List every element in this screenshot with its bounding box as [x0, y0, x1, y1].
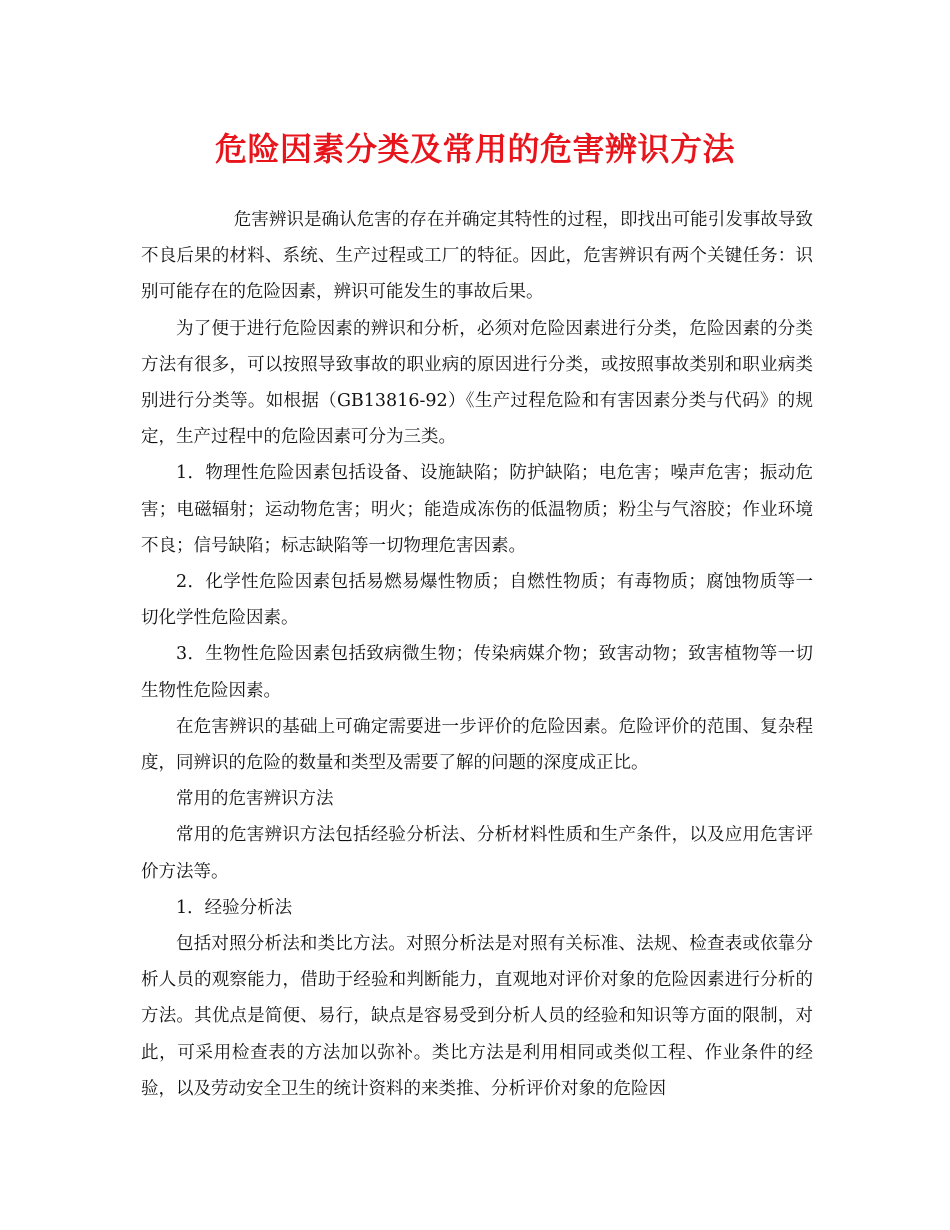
document-body [141, 202, 813, 1107]
paragraph-biological-factors: 3．生物性危险因素包括致病微生物；传染病媒介物；致害动物；致害植物等一切生物性危险因素。 [141, 644, 813, 701]
paragraph-experience-analysis: 包括对照分析法和类比方法。对照分析法是对照有关标准、法规、检查表或依靠分析人员的观察能力，借助于经验和判断能力，直观地对评价对象的危险因素进行分析的方法。其优点是简便、易行，缺点是容易受到分析人员的经验和知识等方面的限制，对此，可采用检查表的方法加以弥补。类比方法是利用相同或类似工程、作业条件的经验，以及劳动安全卫生的统计资料的来类推、分析评价对象的危险因 [141, 934, 813, 1099]
paragraph-methods-overview: 常用的危害辨识方法包括经验分析法、分析材料性质和生产条件，以及应用危害评价方法等。 [141, 825, 813, 882]
subsection-heading-experience-analysis: 1．经验分析法 [176, 897, 293, 918]
paragraph-chemical-factors: 2．化学性危险因素包括易燃易爆性物质；自燃性物质；有毒物质；腐蚀物质等一切化学性危险因素。 [141, 572, 813, 629]
paragraph-classification: 为了便于进行危险因素的辨识和分析，必须对危险因素进行分类，危险因素的分类方法有很多，可以按照导致事故的职业病的原因进行分类，或按照事故类别和职业病类别进行分类等。如根据（GB13816-92）《生产过程危险和有害因素分类与代码》的规定，生产过程中的危险因素可分为三类。 [141, 318, 813, 448]
paragraph-physical-factors: 1．物理性危险因素包括设备、设施缺陷；防护缺陷；电危害；噪声危害；振动危害；电磁辐射；运动物危害；明火；能造成冻伤的低温物质；粉尘与气溶胶；作业环境不良；信号缺陷；标志缺陷等一切物理危害因素。 [141, 463, 813, 556]
paragraph-evaluation-scope: 在危害辨识的基础上可确定需要进一步评价的危险因素。危险评价的范围、复杂程度，同辨识的危险的数量和类型及需要了解的问题的深度成正比。 [141, 716, 813, 774]
page-title: 危险因素分类及常用的危害辨识方法 [214, 130, 735, 168]
section-heading-methods: 常用的危害辨识方法 [176, 789, 334, 810]
paragraph-intro: 危害辨识是确认危害的存在并确定其特性的过程，即找出可能引发事故导致不良后果的材料、系统、生产过程或工厂的特征。因此，危害辨识有两个关键任务：识别可能存在的危险因素，辨识可能发生的事故后果。 [141, 210, 813, 303]
